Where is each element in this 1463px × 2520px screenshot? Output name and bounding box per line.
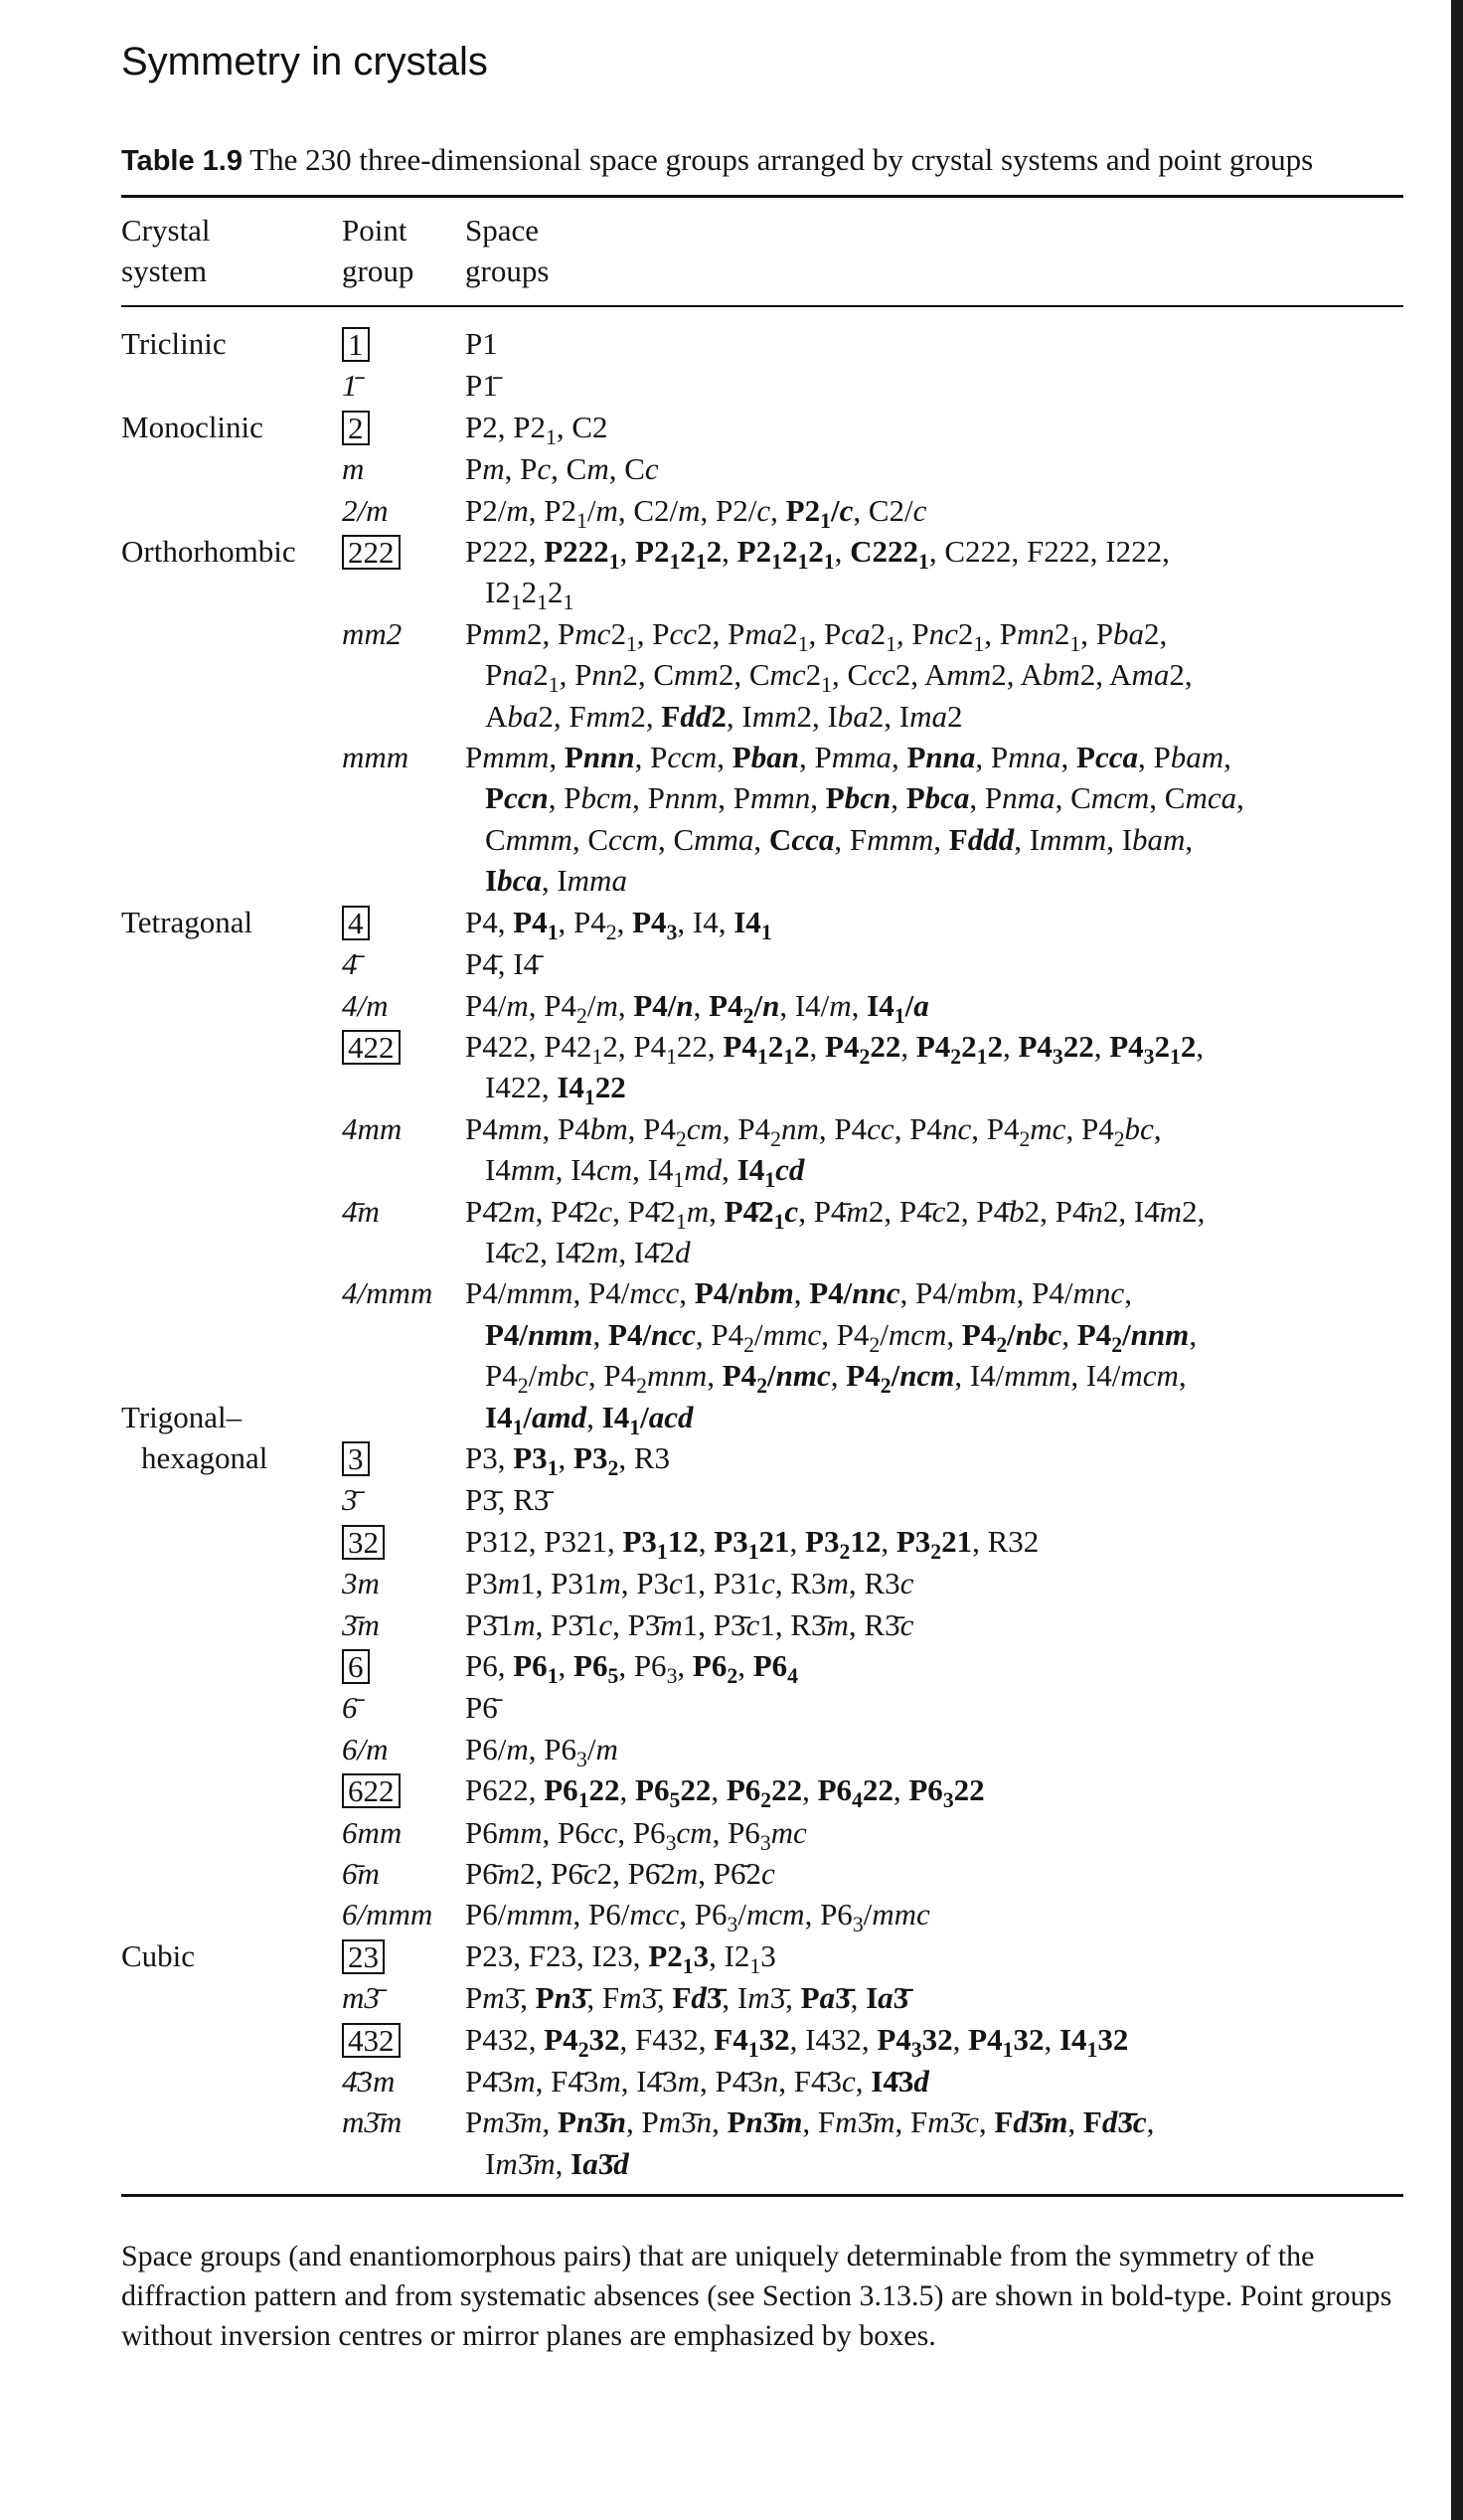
crystal-system-cell [121,1272,342,1437]
point-group-boxed: 32 [342,1525,385,1560]
point-group: mmm [342,740,409,775]
point-group-cell [342,407,465,448]
table-row [121,531,1403,613]
crystal-system-cell [121,531,342,613]
space-groups-line: P4, $P4_1$, $P4_2$, $P4_3$, I4, $I4_1$ [465,904,772,944]
crystal-system-cell [121,323,342,365]
crystal-system-cell [121,902,342,943]
space-groups-line: P3, $P3_1$, $P3_2$, R3 [465,1439,670,1481]
crystal-system-cell [121,985,342,1026]
space-groups-line: P312, P321, $P3_112$, $P3_121$, $P3_212$, $P3_221$, R32 [465,1523,1040,1564]
crystal-system-cell [121,1604,342,1645]
table-caption-text: The 230 three-dimensional space groups arranged by crystal systems and point groups [242,142,1314,177]
table-row [121,2061,1403,2101]
table-label: Table 1.9 [121,145,243,177]
point-group: 6̄m [342,1856,380,1892]
space-groups-cell [465,365,1403,406]
book-page [121,40,1403,2356]
space-groups-line: P432, $P4_232$, F432, $F4_132$, I432, $P4_332$, $P4_132$, $I4_132$ [465,2021,1129,2062]
crystal-system-cell [121,1769,342,1811]
crystal-system-name: Monoclinic [121,409,263,444]
crystal-system-cell [121,1191,342,1273]
space-groups-line: Pmmm, Pnnn, Pccm, Pban, Pmma, Pnna, Pmna, Pcca, Pbam, [465,740,1231,775]
space-groups-line: P3̄1m, P3̄1c, P3̄m1, P3̄c1, R3̄m, R3̄c [465,1606,914,1642]
point-group: 1̄ [342,368,358,404]
point-group-cell [342,2101,465,2184]
space-groups-line: P1 [465,326,498,361]
space-groups-line: $Pna2_1$, Pnn2, Cmm2, $Cmc2_1$, Ccc2, Amm2, Abm2, Ama2, [485,657,1193,698]
point-group-cell [342,531,465,613]
space-groups-cell [465,1977,1403,2018]
point-group-cell [342,1563,465,1603]
space-groups-line: $P4_2$/mbc, $P4_2mnm$, $P4_2$/nmc, $P4_2$/ncm, I4/mmm, I4/mcm, [485,1358,1187,1399]
table-row [121,943,1403,984]
space-groups-cell [465,1604,1403,1645]
crystal-system-cell [121,1108,342,1191]
space-groups-cell [465,531,1403,613]
table-row [121,1853,1403,1894]
space-groups-cell [465,323,1403,365]
point-group-cell [342,1935,465,1977]
crystal-system-name: Trigonal– [121,1399,243,1434]
point-group-boxed: 432 [342,2023,401,2058]
space-groups-line: Ibca, Imma [485,863,627,899]
space-groups-line: $I2_12_12_1$ [485,575,574,615]
point-group-cell [342,1521,465,1563]
table-row [121,407,1403,448]
table-row [121,737,1403,902]
space-groups-cell [465,2019,1403,2061]
point-group: 4/mmm [342,1275,433,1311]
space-groups-line: P23, F23, I23, $P2_13$, $I2_13$ [465,1937,776,1979]
point-group-cell [342,1108,465,1191]
table-caption [121,140,1403,181]
point-group-boxed: 422 [342,1030,401,1065]
table-row [121,365,1403,406]
point-group: 6mm [342,1814,403,1850]
space-groups-line: P6, $P6_1$, $P6_5$, $P6_3$, $P6_2$, $P6_4$ [465,1648,798,1689]
table-row [121,1108,1403,1191]
point-group-boxed: 6 [342,1649,370,1684]
crystal-system-cell [121,1853,342,1894]
space-groups-line: P622, $P6_122$, $P6_522$, $P6_222$, $P6_422$, $P6_322$ [465,1772,985,1813]
space-groups-cell [465,1935,1403,1977]
space-groups-cell [465,1645,1403,1687]
crystal-system-cell [121,1977,342,2018]
point-group-cell [342,1729,465,1769]
space-groups-cell [465,613,1403,737]
point-group-cell [342,985,465,1026]
table-row [121,1026,1403,1108]
space-groups-line: $I4_1$/amd, $I4_1$/acd [485,1399,694,1439]
point-group: 4̄m [342,1193,380,1229]
space-groups-cell [465,1191,1403,1273]
crystal-system-name: Cubic [121,1937,196,1973]
space-groups-line: P6̄ [465,1690,498,1726]
space-groups-line: P4̄, I4̄ [465,946,540,982]
point-group-cell [342,2019,465,2061]
table-row [121,1729,1403,1769]
crystal-system-cell [121,1479,342,1520]
point-group-cell [342,1604,465,1645]
crystal-system-cell [121,1563,342,1603]
point-group-cell [342,1191,465,1273]
crystal-system-cell [121,1645,342,1687]
space-groups-line: I422, $I4_122$ [485,1070,626,1110]
crystal-system-cell [121,1894,342,1934]
point-group-cell [342,943,465,984]
space-groups-cell [465,1812,1403,1853]
table-row [121,323,1403,365]
point-group: m3̄ [342,1980,380,2016]
space-groups-cell [465,737,1403,902]
space-groups-cell [465,902,1403,943]
table-row [121,1563,1403,1603]
table-row [121,1604,1403,1645]
crystal-system-name: hexagonal [141,1439,268,1475]
table-header [121,210,1403,291]
point-group-cell [342,1687,465,1728]
crystal-system-cell [121,2019,342,2061]
space-groups-line: P3̄, R3̄ [465,1482,550,1518]
header-crystal-system: Crystal system [121,213,211,288]
space-groups-line: P4/nmm, P4/ncc, $P4_2$/mmc, $P4_2$/mcm, $P4_2$/nbc, $P4_2$/nnm, [485,1316,1198,1357]
point-group-boxed: 23 [342,1939,385,1974]
crystal-system-cell [121,1521,342,1563]
point-group-cell [342,448,465,489]
space-groups-line: Im3̄m, Ia3̄d [485,2145,629,2181]
space-groups-cell [465,1437,1403,1479]
point-group: m [342,451,365,487]
point-group-boxed: 222 [342,535,401,570]
space-groups-cell [465,985,1403,1026]
crystal-system-cell [121,490,342,531]
table-row [121,1191,1403,1273]
crystal-system-cell [121,737,342,902]
space-groups-cell [465,2061,1403,2101]
table-row [121,1687,1403,1728]
point-group-cell [342,365,465,406]
space-groups-cell [465,448,1403,489]
space-groups-cell [465,1563,1403,1603]
point-group-cell [342,1437,465,1479]
point-group-cell [342,1479,465,1520]
table-row [121,1894,1403,1937]
crystal-system-cell [121,943,342,984]
crystal-system-cell [121,2101,342,2184]
table-row [121,448,1403,489]
space-groups-cell [465,943,1403,984]
space-groups-cell [465,1108,1403,1191]
space-groups-line: Pmm2, $Pmc2_1$, Pcc2, $Pma2_1$, $Pca2_1$, $Pnc2_1$, $Pmn2_1$, Pba2, [465,615,1168,657]
point-group-boxed: 2 [342,411,370,445]
table-row [121,1645,1403,1687]
space-groups-line: P6/m, $P6_3/m$ [465,1731,618,1771]
point-group: 4/m [342,987,389,1023]
table-row [121,1272,1403,1437]
crystal-system-cell [121,1935,342,1977]
space-groups-line: P222, $P222_1$, $P2_12_12$, $P2_12_12_1$, $C222_1$, C222, F222, I222, [465,534,1170,575]
point-group: 3m [342,1566,380,1601]
table-row [121,2101,1403,2184]
point-group-boxed: 3 [342,1441,370,1476]
point-group: 4̄ [342,946,358,982]
space-groups-cell [465,1026,1403,1108]
space-groups-line: Pccn, Pbcm, Pnnm, Pmmn, Pbcn, Pbca, Pnma, Cmcm, Cmca, [485,780,1244,816]
point-group: 4mm [342,1110,403,1146]
point-group-cell [342,613,465,737]
space-groups-cell [465,1272,1403,1437]
table-row [121,1812,1403,1853]
table-row [121,1935,1403,1977]
point-group: 4̄3m [342,2064,396,2100]
crystal-system-cell [121,1437,342,1479]
table-row [121,1977,1403,2018]
point-group: 6/mmm [342,1897,433,1932]
crystal-system-name: Triclinic [121,326,227,361]
point-group-cell [342,1272,465,1437]
table-row [121,1437,1403,1479]
point-group-cell [342,323,465,365]
space-groups-line: Pm3̄m, Pn3̄n, Pm3̄n, Pn3̄m, Fm3̄m, Fm3̄c, Fd3̄m, Fd3̄c, [465,2104,1155,2140]
table-row [121,1769,1403,1811]
point-group: 6/m [342,1731,389,1766]
space-groups-line: P4mm, P4bm, $P4_2cm$, $P4_2nm$, P4cc, P4nc, $P4_2mc$, $P4_2bc$, [465,1110,1162,1151]
point-group-cell [342,1769,465,1811]
space-groups-line: P4/m, $P4_2/m$, P4/n, $P4_2/n$, I4/m, $I4_1/a$ [465,987,929,1028]
space-groups-line: P4/mmm, P4/mcc, P4/nbm, P4/nnc, P4/mbm, P4/mnc, [465,1275,1132,1311]
table-row [121,1521,1403,1563]
space-groups-line: P422, $P42_12$, $P4_122$, $P4_12_12$, $P4_222$, $P4_22_12$, $P4_322$, $P4_32_12$, [465,1028,1205,1070]
space-groups-line: I4mm, I4cm, $I4_1md$, $I4_1cd$ [485,1152,805,1193]
point-group: 3̄m [342,1606,380,1642]
space-groups-cell [465,2101,1403,2184]
point-group: mm2 [342,615,403,651]
space-groups-cell [465,1479,1403,1520]
point-group-boxed: 1 [342,327,370,362]
point-group-cell [342,1853,465,1894]
space-groups-line: P4̄3m, F4̄3m, I4̄3m, P4̄3n, F4̄3c, I4̄3d [465,2064,929,2100]
point-group-cell [342,1894,465,1934]
space-groups-line: P1̄ [465,368,498,404]
point-group-cell [342,737,465,902]
crystal-system-cell [121,448,342,489]
point-group: 2/m [342,492,389,528]
crystal-system-cell [121,1026,342,1108]
page-heading: Symmetry in crystals [121,40,488,84]
point-group: 6̄ [342,1690,358,1726]
table-row [121,490,1403,531]
point-group-cell [342,490,465,531]
point-group-cell [342,2061,465,2101]
space-groups-line: I4̄c2, I4̄2m, I4̄2d [485,1234,691,1269]
page-edge-shadow [1451,0,1463,2520]
space-groups-line: P2, $P2_1$, C2 [465,409,608,449]
space-groups-line: P6̄m2, P6̄c2, P6̄2m, P6̄2c [465,1856,775,1892]
point-group-boxed: 4 [342,906,370,940]
space-groups-line: P3m1, P31m, P3c1, P31c, R3m, R3c [465,1566,914,1601]
table-row [121,1479,1403,1520]
crystal-system-cell [121,1729,342,1769]
point-group: m3̄m [342,2104,403,2140]
crystal-system-name: Tetragonal [121,904,253,939]
space-groups-line: P4̄2m, P4̄2c, $P4̄2_1m$, $P4̄2_1c$, P4̄m2, P4̄c2, P4̄b2, P4̄n2, I4̄m2, [465,1193,1206,1234]
space-groups-line: Aba2, Fmm2, Fdd2, Imm2, Iba2, Ima2 [485,698,963,734]
space-groups-line: P6mm, P6cc, $P6_3cm$, $P6_3mc$ [465,1814,807,1855]
crystal-system-cell [121,407,342,448]
crystal-system-cell [121,1812,342,1853]
space-groups-line: Pm3̄, Pn3̄, Fm3̄, Fd3̄, Im3̄, Pa3̄, Ia3̄ [465,1980,909,2016]
table-row [121,985,1403,1026]
header-point-group: Point group [342,213,414,288]
header-space-groups: Space groups [465,213,550,288]
space-groups-line: P6/mmm, P6/mcc, $P6_3$/mcm, $P6_3$/mmc [465,1897,930,1937]
table-body [121,307,1403,2184]
table-row [121,902,1403,943]
space-groups-cell [465,1729,1403,1769]
point-group-cell [342,902,465,943]
table-row [121,2019,1403,2061]
point-group-cell [342,1026,465,1108]
space-groups-cell [465,1853,1403,1894]
space-groups-line: Pm, Pc, Cm, Cc [465,451,659,487]
space-groups-line: Cmmm, Cccm, Cmma, Ccca, Fmmm, Fddd, Immm, Ibam, [485,821,1194,857]
space-groups-cell [465,1521,1403,1563]
crystal-system-cell [121,1687,342,1728]
crystal-system-cell [121,365,342,406]
space-groups-cell [465,1769,1403,1811]
point-group-cell [342,1812,465,1853]
table-row [121,613,1403,737]
space-groups-cell [465,407,1403,448]
table-bottom-rule [121,2194,1403,2197]
space-groups-cell [465,1894,1403,1937]
crystal-system-cell [121,2061,342,2101]
space-groups-cell [465,490,1403,531]
point-group-boxed: 622 [342,1773,401,1808]
point-group-cell [342,1977,465,2018]
crystal-system-name: Orthorhombic [121,534,296,570]
crystal-system-cell [121,613,342,737]
space-groups-line: P2/m, $P2_1/m$, C2/m, P2/c, $P2_1/c$, C2/c [465,492,927,533]
table-footnote: Space groups (and enantiomorphous pairs) that are uniquely determinable from the symmetry of the diffraction pattern and from systematic absences (see Section 3.13.5) are shown in bold-type. Point groups without inversion centres or mirror planes are emphasized by boxes. [121,2240,1392,2353]
point-group: 3̄ [342,1482,358,1518]
point-group-cell [342,1645,465,1687]
table-top-rule [121,195,1403,198]
space-groups-cell [465,1687,1403,1728]
